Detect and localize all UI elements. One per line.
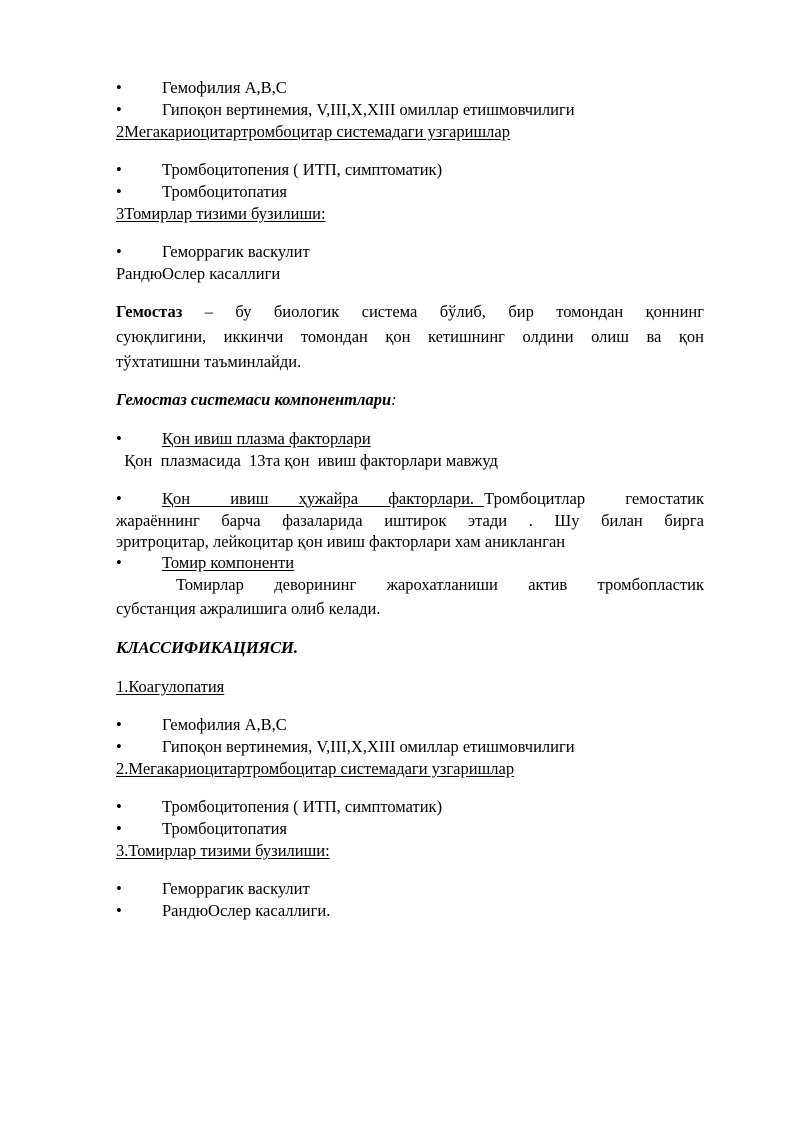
section-heading: 2.Мегакариоцитартромбоцитар системадаги узгаришлар <box>116 759 515 778</box>
paragraph-line: эритроцитар, лейкоцитар қон ивиш факторлари хам аникланган <box>116 532 566 551</box>
bullet-mark: • <box>116 489 122 508</box>
bullet-mark: • <box>116 160 122 179</box>
bullet-mark: • <box>116 715 122 734</box>
text: Тромбоцитлар гемостатик <box>484 489 705 508</box>
bullet-mark: • <box>116 553 122 572</box>
text: – бу биологик система бўлиб, бир томондан қоннинг <box>182 302 704 321</box>
list-item: РандюОслер касаллиги. <box>162 901 331 920</box>
subheading-text: Гемостаз системаси компонентлари <box>116 390 392 409</box>
bullet-mark: • <box>116 100 122 119</box>
paragraph-line <box>116 301 704 322</box>
paragraph-line: жараённинг барча фазаларида иштирок этади . Шу билан бирга <box>116 511 704 530</box>
text-line: РандюОслер касаллиги <box>116 264 281 283</box>
list-item: Тромбоцитопения ( ИТП, симптоматик) <box>162 160 443 179</box>
list-item: Геморрагик васкулит <box>162 242 310 261</box>
bullet-mark: • <box>116 242 122 261</box>
section-heading: 3.Томирлар тизими бузилиши: <box>116 841 330 860</box>
list-item: Гемофилия А,В,С <box>162 715 287 734</box>
paragraph-line: тўхтатишни таъминлайди. <box>116 352 302 371</box>
text-line: Қон плазмасида 13та қон ивиш факторлари мавжуд <box>116 451 498 470</box>
section-heading: 3Томирлар тизими бузилиши: <box>116 204 326 223</box>
list-item: Гемофилия А,В,С <box>162 78 287 97</box>
paragraph-line: суюқлигини, иккинчи томондан қон кетишнинг олдини олиш ва қон <box>116 327 704 346</box>
bullet-mark: • <box>116 797 122 816</box>
section-heading: 1.Коагулопатия <box>116 677 225 696</box>
list-item: Қон ивиш плазма факторлари <box>162 429 371 448</box>
bullet-mark: • <box>116 429 122 448</box>
classification-heading: КЛАССИФИКАЦИЯСИ. <box>116 638 299 657</box>
list-item: Тромбоцитопения ( ИТП, симптоматик) <box>162 797 443 816</box>
list-item: Томир компоненти <box>162 553 295 572</box>
paragraph-line: субстанция ажралишига олиб келади. <box>116 599 381 618</box>
bullet-mark: • <box>116 901 122 920</box>
bullet-mark: • <box>116 879 122 898</box>
paragraph-line <box>162 488 704 509</box>
bullet-mark: • <box>116 819 122 838</box>
section-heading: 2Мегакариоцитартромбоцитар системадаги узгаришлар <box>116 122 510 141</box>
bullet-mark: • <box>116 182 122 201</box>
subheading <box>116 389 704 410</box>
text: Қон ивиш ҳужайра факторлари. <box>162 489 485 508</box>
paragraph-line: Томирлар деворининг жарохатланиши актив тромбопластик <box>176 575 704 594</box>
list-item: Тромбоцитопатия <box>162 182 287 201</box>
list-item: Геморрагик васкулит <box>162 879 310 898</box>
bullet-mark: • <box>116 737 122 756</box>
colon: : <box>391 390 397 409</box>
term: Гемостаз <box>116 302 183 321</box>
list-item: Гипоқон вертинемия, V,III,X,XIII омиллар етишмовчилиги <box>162 737 575 756</box>
list-item: Тромбоцитопатия <box>162 819 287 838</box>
bullet-mark: • <box>116 78 122 97</box>
list-item: Гипоқон вертинемия, V,III,X,XIII омиллар етишмовчилиги <box>162 100 575 119</box>
